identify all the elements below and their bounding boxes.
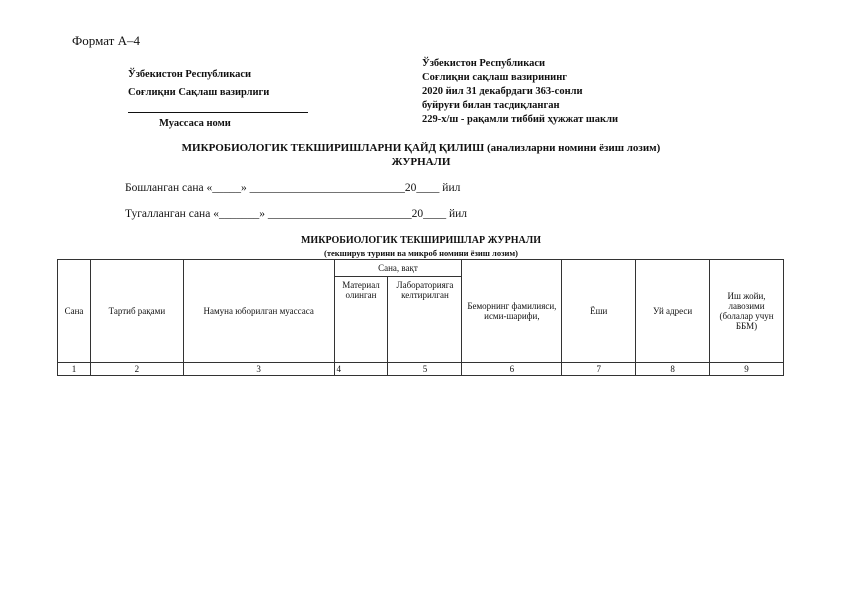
column-number: 5 (388, 363, 462, 376)
title-line-1: МИКРОБИОЛОГИК ТЕКШИРИШЛАРНИ ҚАЙД ҚИЛИШ (анализларни номини ёзиш лозим) (181, 142, 661, 154)
journal-table (57, 259, 784, 376)
start-date-line: Бошланган сана «_____» ___________________________20____ йил (125, 182, 461, 194)
header-material-taken: Материал олинган (334, 277, 388, 363)
column-number: 8 (636, 363, 710, 376)
institution-label: Муассаса номи (159, 118, 231, 129)
header-datetime-group: Сана, вақт (334, 260, 462, 277)
column-number: 2 (90, 363, 183, 376)
approval-line-3: 2020 йил 31 декабрдаги 363-сонли (422, 86, 583, 97)
journal-heading: МИКРОБИОЛОГИК ТЕКШИРИШЛАР ЖУРНАЛИ (300, 235, 541, 246)
approval-line-4: буйруғи билан тасдиқланган (422, 100, 560, 111)
format-label: Формат А–4 (72, 33, 140, 48)
header-home-address: Уй адреси (636, 260, 710, 363)
header-order-number: Тартиб рақами (90, 260, 183, 363)
column-number: 1 (58, 363, 91, 376)
column-number: 9 (710, 363, 784, 376)
approval-line-5: 229-х/ш - рақамли тиббий ҳужжат шакли (422, 114, 619, 125)
header-date: Сана (58, 260, 91, 363)
header-sending-institution: Намуна юборилган муассаса (183, 260, 334, 363)
column-number: 4 (334, 363, 388, 376)
institution-name-line (128, 102, 308, 113)
republic-label: Ўзбекистон Республикаси (128, 69, 252, 80)
column-number: 6 (462, 363, 562, 376)
column-number: 3 (183, 363, 334, 376)
column-number: 7 (562, 363, 636, 376)
header-workplace: Иш жойи, лавозими (болалар учун ББМ) (710, 260, 784, 363)
approval-line-1: Ўзбекистон Республикаси (422, 58, 546, 69)
header-patient-name: Беморнинг фамилияси, исми-шарифи, (462, 260, 562, 363)
header-lab-delivered: Лабораторияга келтирилган (388, 277, 462, 363)
issuer-block (128, 66, 308, 133)
document-title (0, 141, 842, 169)
end-date-line: Тугалланган сана «_______» _________________________20____ йил (125, 208, 467, 220)
header-age: Ёши (562, 260, 636, 363)
journal-subheading: (текширув турини ва микроб номини ёзиш лозим) (323, 248, 519, 258)
approval-line-2: Соғлиқни сақлаш вазирининг (422, 72, 568, 83)
approval-block (422, 57, 618, 127)
ministry-label: Соғлиқни Сақлаш вазирлиги (128, 87, 270, 98)
title-line-2: ЖУРНАЛИ (391, 156, 451, 168)
